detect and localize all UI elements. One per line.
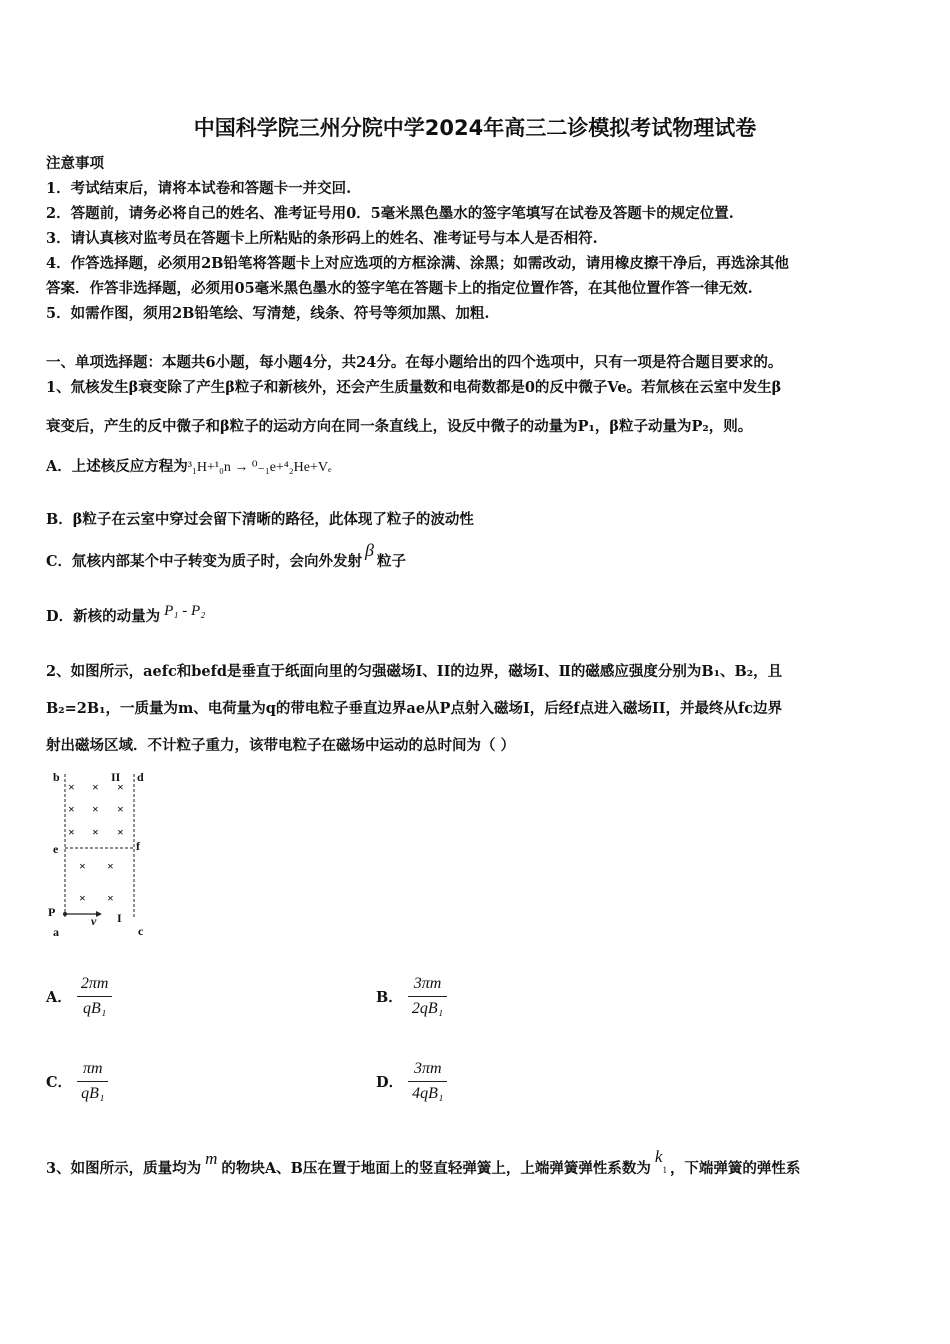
q2-option-d (376, 1060, 447, 1103)
numerator: πm (77, 1060, 108, 1082)
q2-option-d-fraction (408, 1060, 447, 1103)
field-cross: × (68, 802, 75, 816)
notice-heading: 注意事项 (46, 155, 104, 172)
q3-text: 3、如图所示，质量均为 (46, 1160, 202, 1177)
field-cross: × (117, 802, 124, 816)
label-i: I (117, 911, 122, 925)
field-cross: × (92, 825, 99, 839)
momentum-expression: P₁ - P₂ (164, 603, 206, 619)
q2-option-b-fraction (408, 975, 447, 1018)
label-p: P (48, 905, 56, 919)
magnetic-field-figure (44, 768, 154, 940)
q2-option-b (376, 975, 447, 1018)
field-cross: × (79, 891, 86, 905)
label-d: d (137, 770, 144, 784)
nuclear-equation: ³₁H+¹₀n → ⁰₋₁e+⁴₂He+Vₑ (187, 460, 332, 475)
spring-constant-symbol: k (654, 1147, 663, 1166)
q3-text-mid: 的物块A、B压在置于地面上的竖直轻弹簧上，上端弹簧弹性系数为 (221, 1160, 651, 1177)
q2-option-a-fraction (77, 975, 113, 1018)
question-2-line: B₂=2B₁，一质量为m、电荷量为q的带电粒子垂直边界ae从P点射入磁场I，后经f点进入磁场II，并最终从fc边界 (46, 700, 783, 717)
denominator: 2qB₁ (411, 1000, 444, 1017)
q3-text-end: ，下端弹簧的弹性系 (669, 1160, 801, 1177)
q1-option-d-label: D．新核的动量为 (46, 608, 161, 625)
field-diagram (44, 768, 154, 940)
q1-option-b: B．β粒子在云室中穿过会留下清晰的路径，此体现了粒子的波动性 (46, 511, 474, 528)
q1-option-a (46, 455, 332, 476)
velocity-arrowhead (96, 911, 102, 917)
field-cross: × (107, 859, 114, 873)
denominator: qB₁ (82, 1000, 107, 1017)
notice-item: 1．考试结束后，请将本试卷和答题卡一并交回. (46, 180, 352, 197)
field-cross: × (117, 825, 124, 839)
numerator: 2πm (77, 975, 113, 997)
label-v: v (91, 914, 97, 928)
q2-option-a-label: A． (46, 989, 72, 1006)
q2-option-a (46, 975, 112, 1018)
numerator: 3πm (408, 975, 447, 997)
field-cross: × (107, 891, 114, 905)
numerator: 3πm (408, 1060, 447, 1082)
page-title: 中国科学院三州分院中学2024年高三二诊模拟考试物理试卷 (193, 116, 757, 140)
mass-symbol: m (205, 1149, 218, 1168)
question-2-line: 射出磁场区域．不计粒子重力，该带电粒子在磁场中运动的总时间为（ ） (46, 737, 516, 754)
field-cross: × (68, 825, 75, 839)
notice-item: 3．请认真核对监考员在答题卡上所粘贴的条形码上的姓名、准考证号与本人是否相符. (46, 230, 598, 247)
section-heading: 一、单项选择题：本题共6小题，每小题4分，共24分。在每小题给出的四个选项中，只有一项是符合题目要求的。 (46, 354, 783, 371)
point-p-dot (63, 912, 67, 916)
question-1-line: 1、氚核发生β衰变除了产生β粒子和新核外，还会产生质量数和电荷数都是0的反中微子Ve。若氚核在云室中发生β (46, 379, 782, 396)
notice-item: 答案．作答非选择题，必须用05毫米黑色墨水的签字笔在答题卡上的指定位置作答，在其他位置作答一律无效. (46, 280, 753, 297)
q1-option-a-label: A．上述核反应方程为 (46, 458, 188, 475)
q2-option-d-label: D． (376, 1074, 404, 1091)
label-f: f (136, 839, 140, 853)
q1-option-d (46, 605, 205, 626)
q2-option-b-label: B． (376, 989, 403, 1006)
q2-option-c (46, 1060, 108, 1103)
question-2-line: 2、如图所示，aefc和befd是垂直于纸面向里的匀强磁场I、II的边界，磁场I、Ⅱ的磁感应强度分别为B₁、B₂，且 (46, 663, 783, 680)
q1-option-c-text-end: 粒子 (377, 553, 407, 570)
question-3-line (46, 1147, 801, 1178)
denominator: 4qB₁ (412, 1085, 444, 1102)
label-b: b (53, 770, 60, 784)
label-a: a (53, 925, 59, 939)
q2-option-c-fraction (77, 1060, 108, 1103)
label-ii: II (111, 770, 121, 784)
beta-symbol: β (365, 540, 375, 560)
notice-item: 5．如需作图，须用2B铅笔绘、写清楚，线条、符号等须加黑、加粗. (46, 305, 490, 322)
notice-item: 2．答题前，请务必将自己的姓名、准考证号用0．5毫米黑色墨水的签字笔填写在试卷及答题卡的规定位置. (46, 205, 734, 222)
question-1-line: 衰变后，产生的反中微子和β粒子的运动方向在同一条直线上，设反中微子的动量为P₁，β粒子动量为P₂，则。 (46, 418, 753, 435)
q1-option-c (46, 540, 407, 571)
notice-item: 4．作答选择题，必须用2B铅笔将答题卡上对应选项的方框涂满、涂黑；如需改动，请用橡皮擦干净后，再选涂其他 (46, 255, 789, 272)
denominator: qB₁ (81, 1085, 105, 1102)
field-cross: × (117, 780, 124, 794)
q2-option-c-label: C． (46, 1074, 73, 1091)
label-e: e (53, 842, 59, 856)
field-cross: × (79, 859, 86, 873)
q1-option-c-text: C．氚核内部某个中子转变为质子时，会向外发射 (46, 553, 363, 570)
field-cross: × (92, 802, 99, 816)
field-cross: × (68, 780, 75, 794)
spring-constant-subscript: 1 (662, 1165, 667, 1175)
field-cross: × (92, 780, 99, 794)
label-c: c (138, 924, 144, 938)
